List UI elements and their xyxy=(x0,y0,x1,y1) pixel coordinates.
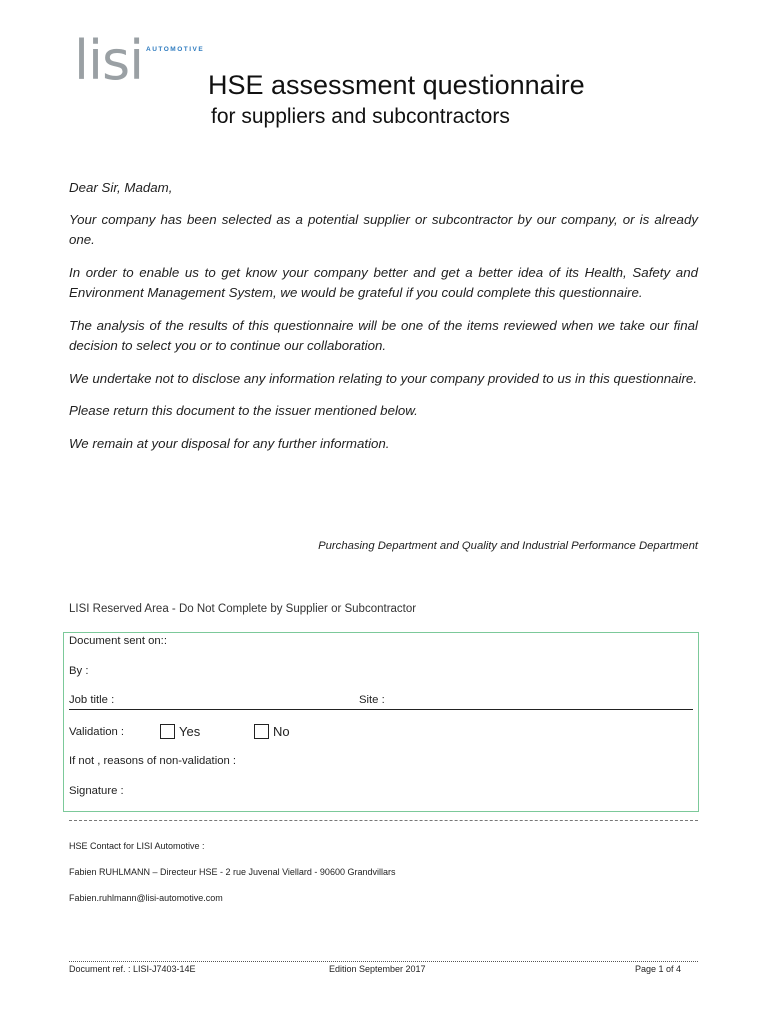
letter-paragraph: Your company has been selected as a potential supplier or subcontractor by our company, or is already one. xyxy=(69,211,698,247)
document-subtitle: for suppliers and subcontractors xyxy=(211,105,510,128)
reserved-area-box xyxy=(63,632,699,812)
job-title-label: Job title : xyxy=(69,694,115,706)
letter-body xyxy=(69,178,698,466)
site-label: Site : xyxy=(359,694,385,706)
reserved-area-heading: LISI Reserved Area - Do Not Complete by Supplier or Subcontractor xyxy=(69,603,417,615)
yes-checkbox[interactable] xyxy=(160,724,175,739)
logo-wordmark: lisi xyxy=(74,29,144,92)
letter-paragraph: The analysis of the results of this questionnaire will be one of the items reviewed when we take our final decision to select you or to continue our collaboration. xyxy=(69,317,698,353)
yes-label: Yes xyxy=(179,724,201,739)
letter-paragraph: In order to enable us to get know your company better and get a better idea of its Health, Safety and Environment Management System, we would be grateful if you could complete this questionnaire. xyxy=(69,264,698,300)
letter-paragraph: Please return this document to the issuer mentioned below. xyxy=(69,403,418,418)
non-validation-label: If not , reasons of non-validation : xyxy=(69,755,237,767)
job-title-underline xyxy=(69,709,693,710)
logo-subtitle: AUTOMOTIVE xyxy=(146,46,205,53)
separator-line xyxy=(69,820,698,821)
hse-contact-email: Fabien.ruhlmann@lisi-automotive.com xyxy=(69,893,223,903)
footer-separator xyxy=(69,961,698,962)
document-sent-label: Document sent on:: xyxy=(69,635,167,647)
lisi-automotive-logo xyxy=(74,29,205,92)
validation-label: Validation : xyxy=(69,726,125,738)
no-label: No xyxy=(273,724,290,739)
letter-paragraph: We remain at your disposal for any further information. xyxy=(69,435,390,451)
edition-date: Edition September 2017 xyxy=(329,964,426,974)
no-checkbox[interactable] xyxy=(254,724,269,739)
by-label: By : xyxy=(69,665,89,677)
document-reference: Document ref. : LISI-J7403-14E xyxy=(69,964,196,974)
signature-label: Signature : xyxy=(69,785,124,797)
hse-contact-person: Fabien RUHLMANN – Directeur HSE - 2 rue Juvenal Viellard - 90600 Grandvillars xyxy=(69,867,396,877)
hse-contact-heading: HSE Contact for LISI Automotive : xyxy=(69,841,205,851)
page-number: Page 1 of 4 xyxy=(635,964,682,974)
signature-department: Purchasing Department and Quality and Industrial Performance Department xyxy=(318,540,698,552)
salutation: Dear Sir, Madam, xyxy=(69,180,173,195)
letter-paragraph: We undertake not to disclose any information relating to your company provided to us in this questionnaire. xyxy=(69,370,698,386)
document-title: HSE assessment questionnaire xyxy=(208,70,585,100)
